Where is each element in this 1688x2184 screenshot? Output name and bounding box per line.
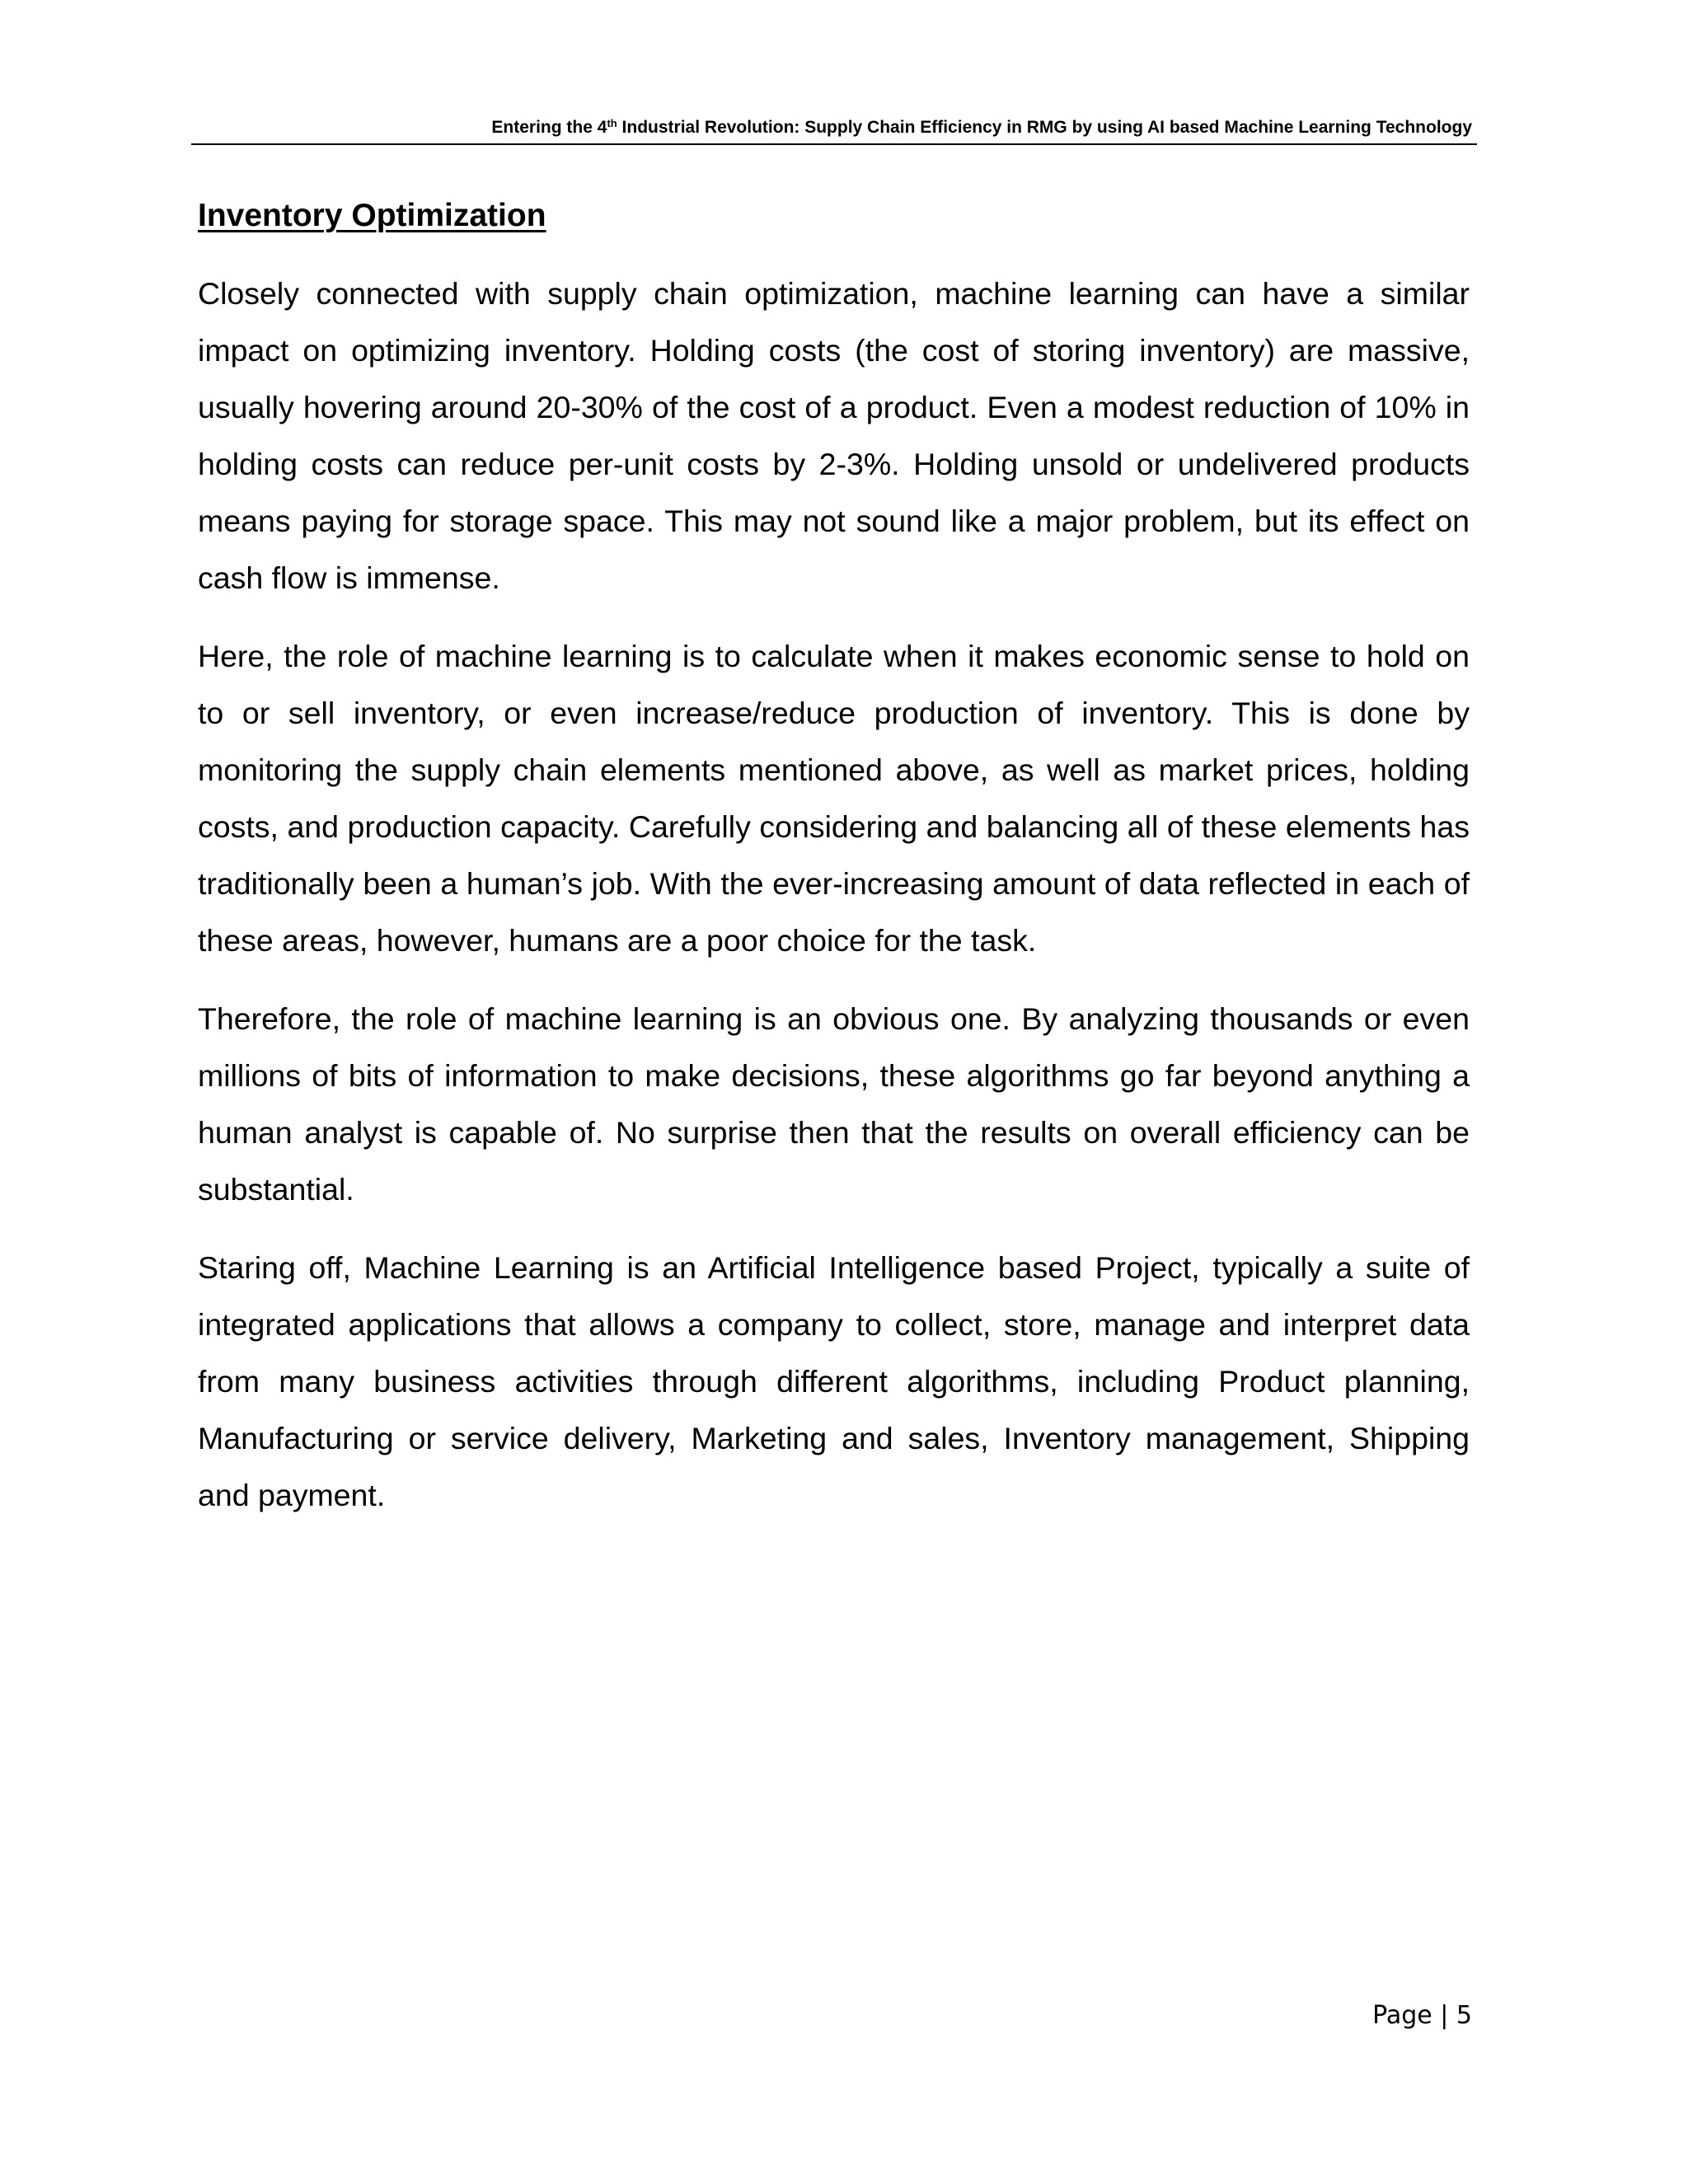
section-heading: Inventory Optimization [198,198,546,233]
paragraph-machine-learning-applications: Staring off, Machine Learning is an Artificial Intelligence based Project, typically a suite of integrated applications that allows a company to collect, store, manage and interpret data from many business activities through different algorithms, including Product planning, Manufacturing or service delivery, Marketing and sales, Inventory management, Shipping and payment. [198,1250,1470,1512]
running-header [191,117,1477,138]
running-header-title-end: Industrial Revolution: Supply Chain Efficiency in RMG by using AI based Machine Learning Technology [617,118,1472,137]
paragraph-machine-learning-efficiency: Therefore, the role of machine learning is an obvious one. By analyzing thousands or even millions of bits of information to make decisions, these algorithms go far beyond anything a human analyst is capable of. No surprise then that the results on overall efficiency can be substantial. [198,1001,1470,1207]
header-divider [191,143,1477,145]
paragraph-machine-learning-role: Here, the role of machine learning is to calculate when it makes economic sense to hold on to or sell inventory, or even increase/reduce production of inventory. This is done by monitoring the supply chain elements mentioned above, as well as market prices, holding costs, and production capacity. Carefully considering and balancing all of these elements has traditionally been a human’s job. With the ever-increasing amount of data reflected in each of these areas, however, humans are a poor choice for the task. [198,639,1470,958]
page-number: Page | 5 [1372,2001,1472,2030]
paragraph-inventory-holding-costs: Closely connected with supply chain optimization, machine learning can have a similar impact on optimizing inventory. Holding costs (the cost of storing inventory) are massive, usually hovering around 20-30% of the cost of a product. Even a modest reduction of 10% in holding costs can reduce per-unit costs by 2-3%. Holding unsold or undelivered products means paying for storage space. This may not sound like a major problem, but its effect on cash flow is immense. [198,276,1470,595]
running-header-title-start: Entering the 4 [491,118,607,137]
page-body [198,194,1470,1545]
running-header-ordinal-suffix: th [607,117,617,129]
